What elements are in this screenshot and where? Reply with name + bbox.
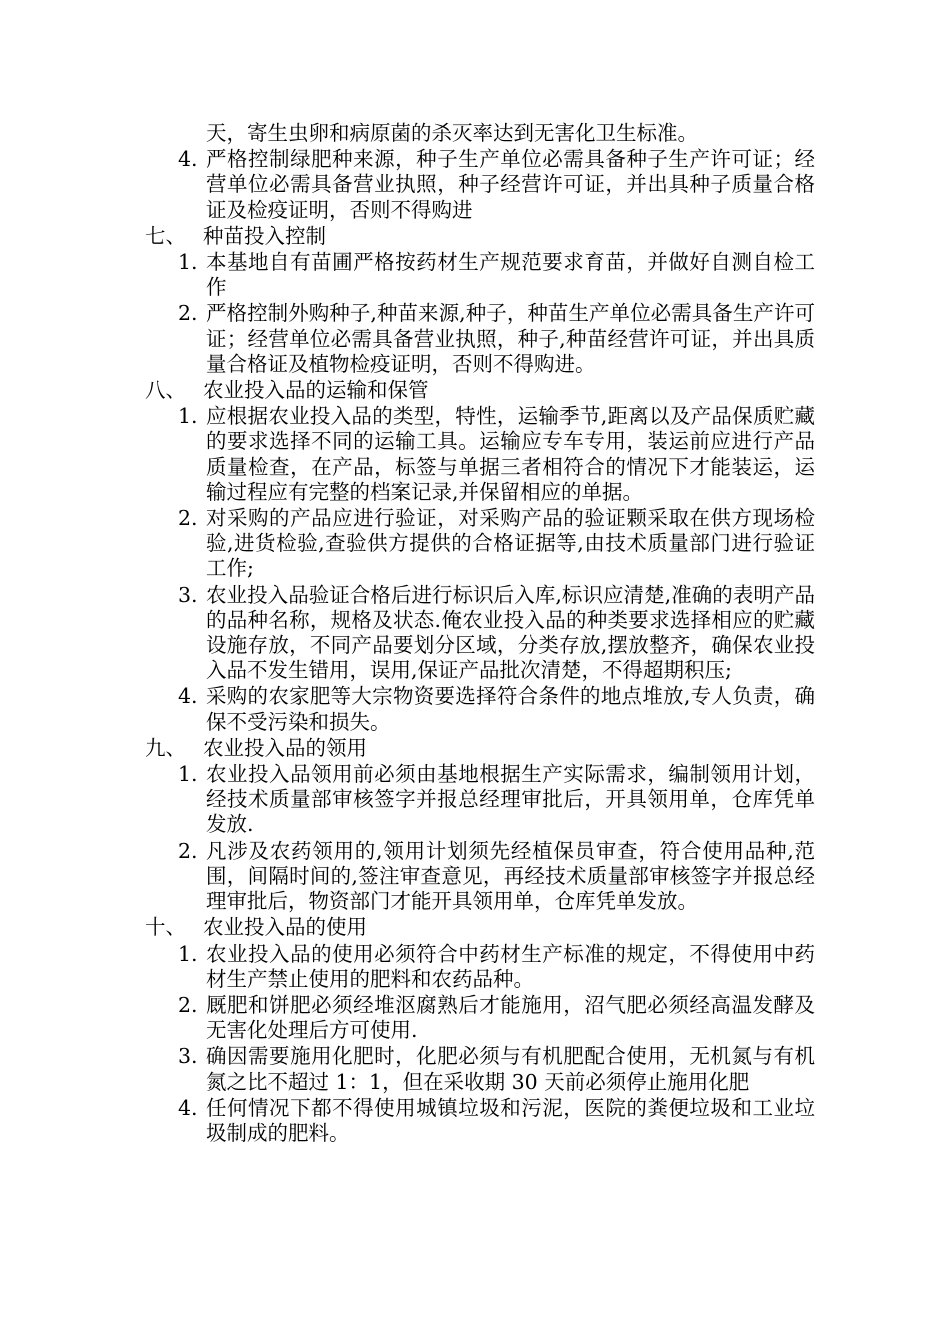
- item-number: 2.: [178, 992, 198, 1017]
- item-number: 3.: [178, 1044, 198, 1069]
- item-number: 1.: [178, 762, 198, 787]
- item-text: 本基地自有苗圃严格按药材生产规范要求育苗，并做好自测自检工作: [206, 250, 815, 300]
- list-item: [145, 301, 815, 377]
- item-text: 农业投入品验证合格后进行标识后入库,标识应清楚,准确的表明产品的品种名称，规格及状态.俺农业投入品的种类要求选择相应的贮藏设施存放，不同产品要划分区域，分类存放,摆放整齐，确保农业投入品不发生错用，误用,保证产品批次清楚，不得超期积压;: [206, 582, 815, 683]
- item-text: 农业投入品的使用必须符合中药材生产标准的规定，不得使用中药材生产禁止使用的肥料和农药品种。: [206, 941, 815, 991]
- item-number: 4.: [178, 147, 198, 172]
- list-item: [145, 404, 815, 505]
- item-text: 农业投入品领用前必须由基地根据生产实际需求，编制领用计划，经技术质量部审核签字并报总经理审批后，开具领用单，仓库凭单发放.: [206, 762, 815, 837]
- section-number: 九、: [145, 735, 186, 760]
- lead-items: [145, 147, 815, 223]
- section-number: 七、: [145, 223, 186, 248]
- section-heading: [145, 224, 815, 249]
- list-item: [145, 993, 815, 1043]
- item-text: 厩肥和饼肥必须经堆沤腐熟后才能施用，沼气肥必须经高温发酵及无害化处理后方可使用.: [206, 992, 815, 1043]
- list-item: [145, 583, 815, 684]
- list-item: [145, 942, 815, 992]
- item-number: 2.: [178, 506, 198, 531]
- list-item: [145, 147, 815, 223]
- item-text: 确因需要施用化肥时，化肥必须与有机肥配合使用，无机氮与有机氮之比不超过 1：1，但在采收期 30 天前必须停止施用化肥: [206, 1044, 815, 1094]
- list-item: [145, 762, 815, 838]
- list-item: [145, 684, 815, 734]
- section-title: 种苗投入控制: [203, 223, 326, 248]
- list-item: [145, 839, 815, 915]
- section-number: 十、: [145, 915, 186, 940]
- section-heading: [145, 736, 815, 761]
- sections: [145, 224, 815, 1146]
- list-item: [145, 250, 815, 300]
- continuation-text: 天，寄生虫卵和病原菌的杀灭率达到无害化卫生标准。: [206, 121, 698, 145]
- item-number: 4.: [178, 1095, 198, 1120]
- item-text: 应根据农业投入品的类型，特性，运输季节,距离以及产品保质贮藏的要求选择不同的运输工具。运输应专车专用，装运前应进行产品质量检查，在产品，标签与单据三者相符合的情况下才能装运，运输过程应有完整的档案记录,并保留相应的单据。: [206, 404, 815, 504]
- section-heading: [145, 378, 815, 403]
- item-number: 1.: [178, 941, 198, 966]
- item-number: 1.: [178, 404, 198, 429]
- list-item: [145, 1044, 815, 1094]
- item-number: 2.: [178, 301, 198, 326]
- item-text: 严格控制绿肥种来源，种子生产单位必需具备种子生产许可证；经营单位必需具备营业执照，种子经营许可证，并出具种子质量合格证及检疫证明，否则不得购进: [206, 147, 815, 222]
- list-item: [145, 1096, 815, 1146]
- section-heading: [145, 915, 815, 940]
- item-text: 任何情况下都不得使用城镇垃圾和污泥，医院的粪便垃圾和工业垃圾制成的肥料。: [206, 1095, 815, 1145]
- section-title: 农业投入品的领用: [203, 735, 367, 760]
- section-title: 农业投入品的运输和保管: [203, 378, 429, 403]
- item-text: 采购的农家肥等大宗物资要选择符合条件的地点堆放,专人负责，确保不受污染和损失。: [206, 684, 815, 734]
- item-number: 4.: [178, 684, 198, 709]
- item-number: 2.: [178, 838, 198, 863]
- item-text: 对采购的产品应进行验证，对采购产品的验证颗采取在供方现场检验,进货检验,查验供方提供的合格证据等,由技术质量部门进行验证工作;: [206, 506, 815, 581]
- document-body: [145, 121, 815, 1146]
- item-text: 凡涉及农药领用的,领用计划须先经植保员审查，符合使用品种,范围，间隔时间的,签注审查意见，再经技术质量部审核签字并报总经理审批后，物资部门才能开具领用单，仓库凭单发放。: [206, 838, 815, 914]
- section-number: 八、: [145, 378, 186, 403]
- list-item: [145, 506, 815, 582]
- item-number: 3.: [178, 582, 198, 607]
- item-number: 1.: [178, 250, 198, 275]
- item-text: 严格控制外购种子,种苗来源,种子，种苗生产单位必需具备生产许可证；经营单位必需具备营业执照，种子,种苗经营许可证，并出具质量合格证及植物检疫证明，否则不得购进。: [206, 301, 815, 376]
- section-title: 农业投入品的使用: [203, 915, 367, 940]
